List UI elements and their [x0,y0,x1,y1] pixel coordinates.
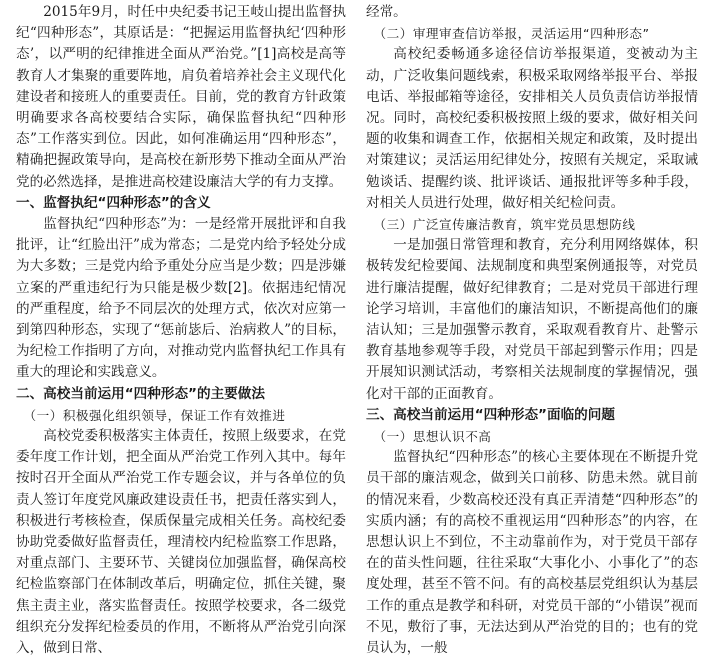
section-heading-2: 二、高校当前运用“四种形态”的主要做法 [16,385,265,402]
subsection-heading-3: （三）广泛宣传廉洁教育，筑牢党员思想防线 [373,217,636,233]
section-heading-1: 一、监督执纪“四种形态”的含义 [16,194,211,211]
intro-paragraph: 2015年9月，时任中央纪委书记王岐山提出监督执纪“四种形态”，其原话是：“把握运用监督执纪‘四种形态’，以严明的纪律推进全面从严治党。”[1]高校是高等教育人才集聚的重要阵地，肩负着培养社会主义现代化建设者和接班人的重要责任。目前，党的教育方针政策明确要求各高校要结合实际，确保监督执纪“四种形态”工作落实到位。因此，如何准确运用“四种形态”，精确把握政策导向，是高校在新形势下推动全面从严治党的必然选择，是推进高校建设廉洁大学的有力支撑。 [16,4,346,190]
subsection-heading-4: （一）思想认识不高 [373,429,492,445]
subsection-heading-2: （二）审理审查信访举报，灵活运用“四种形态” [373,26,650,42]
subsection-1-paragraph: 高校党委积极落实主体责任，按照上级要求，在党委年度工作计划，把全面从严治党工作列入其中。每年按时召开全面从严治党工作专题会议，并与各单位的负责人签订年度党风廉政建设责任书，把责任落实到人，积极进行考核检查，保质保量完成相关任务。高校纪委协助党委做好监督责任，理清校内纪检监察工作思路，对重点部门、主要环节、关键岗位加强监督，确保高校纪检监察部门在体制改革后，明确定位，抓住关键，聚焦主责主业，落实监督责任。按照学校要求，各二级党组织充分发挥纪检委员的作用，不断将从严治党引向深入，做到日常、 [16,428,346,657]
left-column [16,2,346,659]
subsection-4-paragraph: 监督执纪“四种形态”的核心主要体现在不断提升党员干部的廉洁观念，做到关口前移、防患未然。就目前的情况来看，少数高校还没有真正弄清楚“四种形态”的实质内涵；有的高校不重视运用“四种形态”的内容，在思想认识上不到位，不主动靠前作为，对于党员干部存在的苗头性问题，往往采取“大事化小、小事化了”的态度处理，甚至不管不问。有的高校基层党组织认为基层工作的重点是教学和科研，对党员干部的“小错误”视而不见，敷衍了事，无法达到从严治党的目的；也有的党员认为，一般 [366,449,698,657]
continuation-text: 经常。 [366,4,407,20]
subsection-3-paragraph: 一是加强日常管理和教育，充分利用网络媒体，积极转发纪检要闻、法规制度和典型案例通报等，对党员进行廉洁提醒，做好纪律教育；二是对党员干部进行理论学习培训，丰富他们的廉洁知识，不断提高他们的廉洁认知；三是加强警示教育，采取观看教育片、赴警示教育基地参观等手段，对党员干部起到警示作用；四是开展知识测试活动，考察相关法规制度的掌握情况，强化对干部的正面教育。 [366,237,698,402]
subsection-heading-1: （一）积极强化组织领导，保证工作有效推进 [23,407,286,423]
section-1-paragraph: 监督执纪“四种形态”为：一是经常开展批评和自我批评，让“红脸出汗”成为常态；二是党内给予轻处分成为大多数；三是党内给予重处分应当是少数；四是涉嫌立案的严重违纪行为只能是极少数[2]。依据违纪情况的严重程度，给予不同层次的处理方式，依次对应第一到第四种形态，实现了“惩前毖后、治病救人”的目标，为纪检工作指明了方向，对推动党内监督执纪工作具有重大的理论和实践意义。 [16,216,346,381]
section-heading-3: 三、高校当前运用“四种形态”面临的问题 [366,406,615,423]
right-column [366,2,698,659]
subsection-2-paragraph: 高校纪委畅通多途径信访举报渠道，变被动为主动，广泛收集问题线索，积极采取网络举报平台、举报电话、举报邮箱等途径，安排相关人员负责信访举报情况。同时，高校纪委积极按照上级的要求，做好相关问题的收集和调查工作，依据相关规定和政策，及时提出对策建议；灵活运用纪律处分，按照有关规定，采取诫勉谈话、提醒约谈、批评谈话、通报批评等多种手段，对相关人员进行处理，做好相关纪检问责。 [366,46,698,211]
